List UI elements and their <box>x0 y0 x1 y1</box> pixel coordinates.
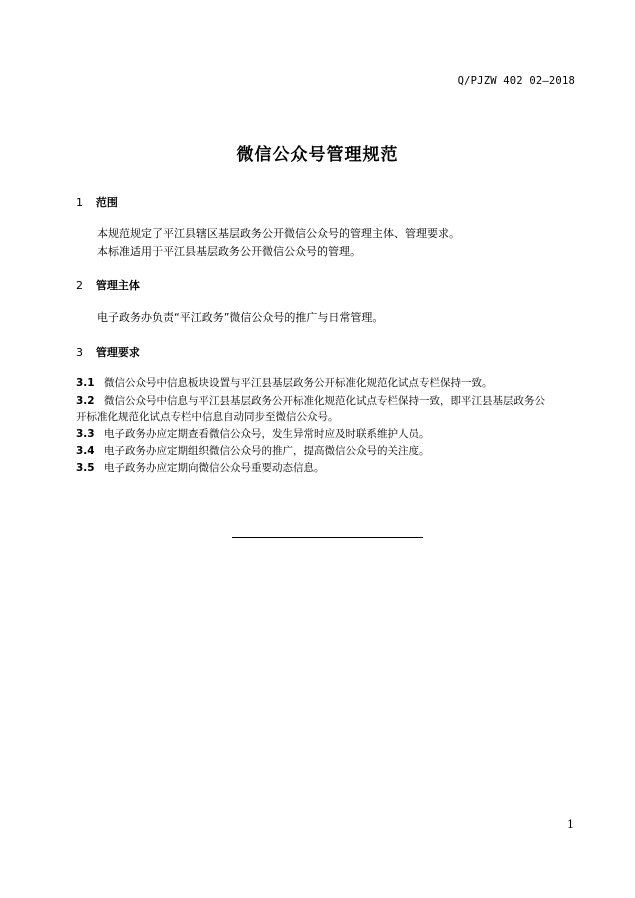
section-number: 1 <box>76 196 83 209</box>
section-number: 3 <box>76 346 83 359</box>
requirement-item-3-4 <box>76 442 556 460</box>
section-1-paragraph-1: 本规范规定了平江县辖区基层政务公开微信公众号的管理主体、管理要求。 <box>97 227 460 240</box>
requirement-item-3-5 <box>76 459 556 477</box>
document-title: 微信公众号管理规范 <box>236 145 399 165</box>
section-title: 管理要求 <box>95 346 140 359</box>
section-1-paragraph-2: 本标准适用于平江县基层政务公开微信公众号的管理。 <box>97 245 361 258</box>
requirement-item-3-1 <box>76 374 556 392</box>
end-of-document-rule <box>232 537 423 538</box>
item-text: 微信公众号中信息与平江县基层政务公开标准化规范化试点专栏保持一致，即平江县基层政务公 <box>104 395 545 407</box>
item-number: 3.4 <box>76 445 95 457</box>
item-number: 3.1 <box>76 377 95 389</box>
item-text: 电子政务办应定期组织微信公众号的推广，提高微信公众号的关注度。 <box>104 445 430 457</box>
item-text: 电子政务办应定期查看微信公众号，发生异常时应及时联系维护人员。 <box>104 428 430 440</box>
section-number: 2 <box>76 279 83 292</box>
item-text: 微信公众号中信息板块设置与平江县基层政务公开标准化规范化试点专栏保持一致。 <box>104 377 493 389</box>
section-title: 范围 <box>95 196 118 209</box>
document-code: Q/PJZW 402 02—2018 <box>457 75 575 87</box>
item-number: 3.3 <box>76 428 95 440</box>
requirement-item-3-3 <box>76 425 556 443</box>
item-text: 电子政务办应定期向微信公众号重要动态信息。 <box>104 462 325 474</box>
section-3-heading <box>76 344 140 360</box>
item-number: 3.5 <box>76 462 95 474</box>
item-number: 3.2 <box>76 395 95 407</box>
section-2-paragraph-1: 电子政务办负责“平江政务”微信公众号的推广与日常管理。 <box>97 311 384 324</box>
section-2-heading <box>76 277 140 293</box>
page-number: 1 <box>567 818 574 831</box>
requirement-item-3-2-continuation: 开标准化规范化试点专栏中信息自动同步至微信公众号。 <box>76 411 339 423</box>
section-title: 管理主体 <box>95 279 140 292</box>
section-1-heading <box>76 194 118 210</box>
